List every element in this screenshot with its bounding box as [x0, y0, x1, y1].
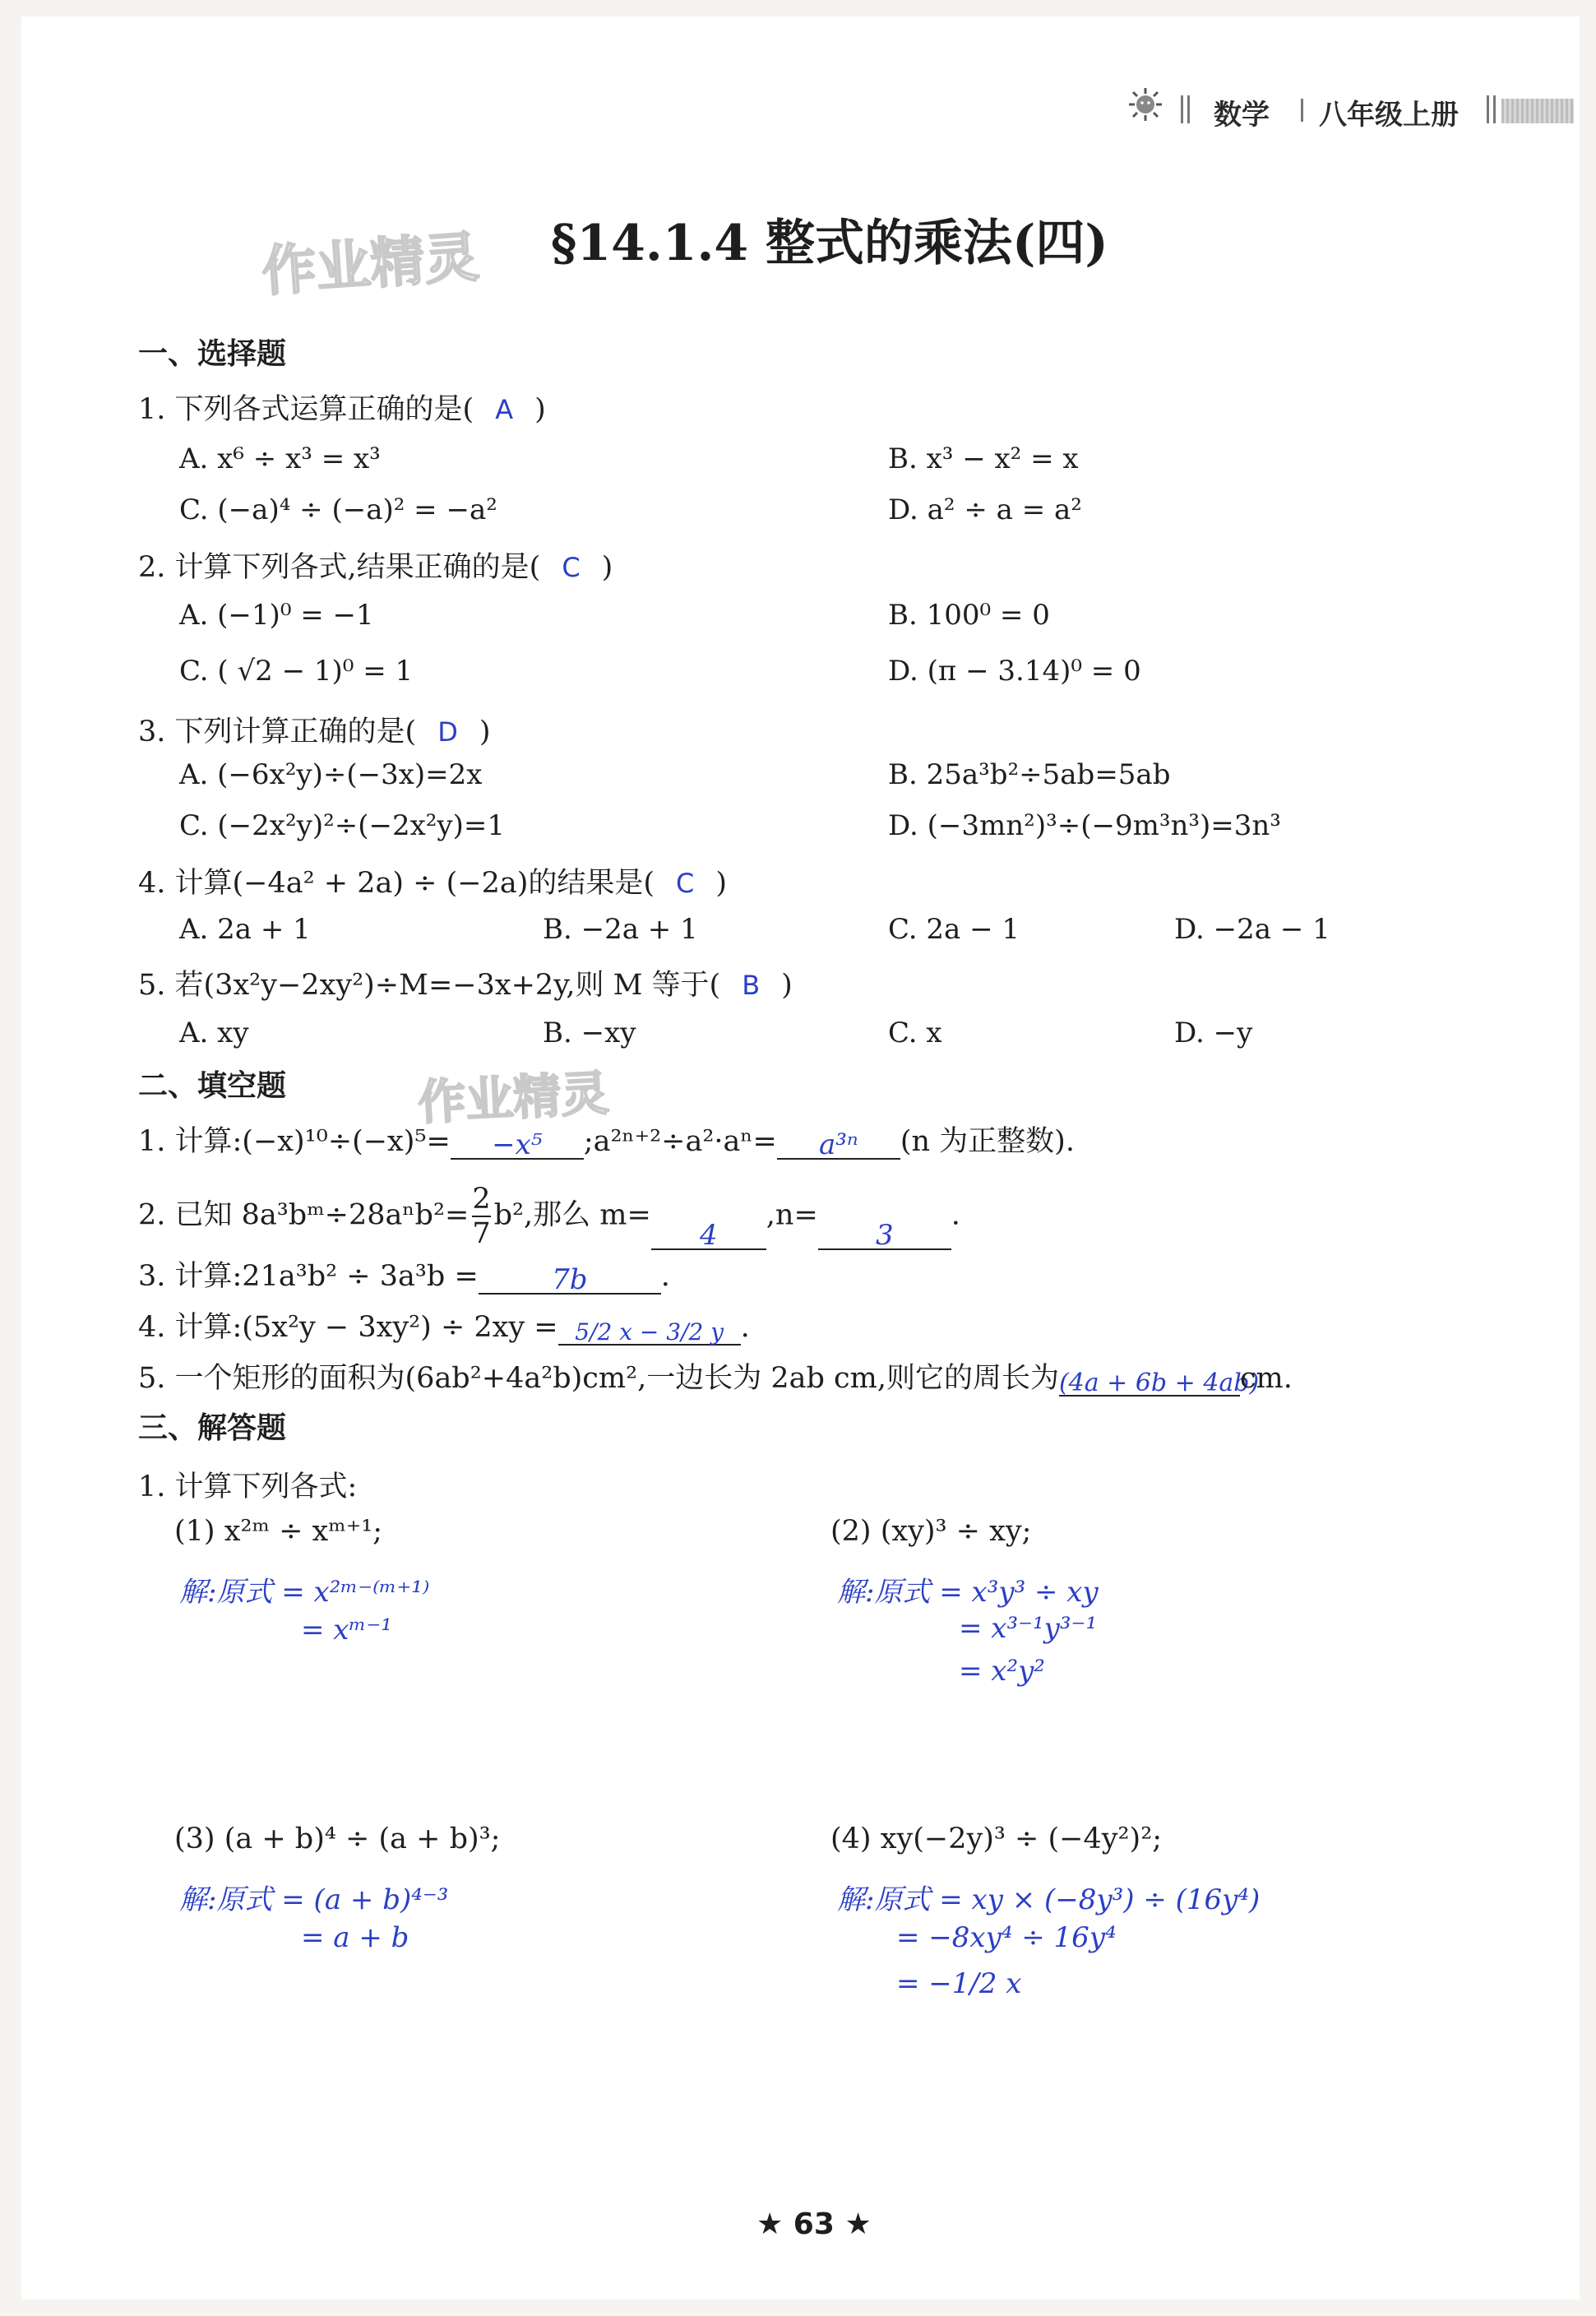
answer-handwritten: 3	[875, 1219, 894, 1252]
problem-1: (1) x²ᵐ ÷ xᵐ⁺¹;	[174, 1515, 383, 1548]
solution-line: 解:原式 = xy × (−8y³) ÷ (16y⁴)	[837, 1883, 1261, 1916]
fraction-numerator: 2	[472, 1183, 491, 1216]
answer-handwritten: −x⁵	[492, 1128, 543, 1161]
option-d: D. (−3mn²)³÷(−9m³n³)=3n³	[888, 809, 1281, 842]
question-2-stem: 2. 计算下列各式,结果正确的是( C )	[138, 551, 613, 584]
question-5-stem: 5. 若(3x²y−2xy²)÷M=−3x+2y,则 M 等于( B )	[138, 969, 793, 1002]
section-heading: 三、解答题	[138, 1411, 287, 1445]
question-3-stem: 3. 下列计算正确的是( D )	[138, 716, 491, 748]
solution-line: 解:原式 = x³y³ ÷ xy	[837, 1576, 1099, 1609]
answer-handwritten: (4a + 6b + 4ab)	[1058, 1369, 1260, 1397]
question-1-stem: 1. 下列各式运算正确的是( A )	[138, 393, 546, 426]
answer-mark: C	[562, 552, 581, 583]
section-heading: 一、选择题	[138, 337, 287, 371]
header-decoration	[1501, 99, 1574, 123]
solution-line: = x³⁻¹y³⁻¹	[959, 1612, 1098, 1645]
problem-3: (3) (a + b)⁴ ÷ (a + b)³;	[174, 1823, 501, 1855]
header-divider	[1181, 95, 1183, 123]
watermark: 作业精灵	[416, 1064, 610, 1132]
solution-line: = x²y²	[959, 1655, 1045, 1688]
option-d: D. a² ÷ a = a²	[888, 493, 1082, 526]
option-b: B. −2a + 1	[543, 913, 698, 946]
option-c: C. 2a − 1	[888, 913, 1020, 946]
watermark: 作业精灵	[260, 225, 481, 304]
page-title: §14.1.4 整式的乘法(四)	[551, 215, 1108, 272]
option-c: C. x	[888, 1017, 942, 1049]
sun-logo-icon	[1128, 87, 1163, 125]
option-a: A. x⁶ ÷ x³ = x³	[179, 442, 381, 475]
header-grade: 八年级上册	[1319, 99, 1459, 132]
problem-4: (4) xy(−2y)³ ÷ (−4y²)²;	[830, 1823, 1163, 1855]
option-d: D. −y	[1174, 1017, 1253, 1049]
page-number: ★ 63 ★	[756, 2207, 872, 2241]
option-c: C. (−a)⁴ ÷ (−a)² = −a²	[179, 493, 497, 526]
option-c: C. (−2x²y)²÷(−2x²y)=1	[179, 809, 505, 842]
header-subject: 数学	[1214, 99, 1270, 132]
fill-3: 3. 计算:21a³b² ÷ 3a³b = 7b .	[138, 1260, 670, 1296]
option-a: A. 2a + 1	[179, 913, 311, 946]
fraction-denominator: 7	[472, 1217, 491, 1250]
fill-2: 2. 已知 8a³bᵐ÷28aⁿb²= $\frac{2}{7}$ b²,那么 m=4,n=3.	[138, 1183, 960, 1252]
question-4-stem: 4. 计算(−4a² + 2a) ÷ (−2a)的结果是( C )	[138, 867, 728, 900]
solution-line: 解:原式 = (a + b)⁴⁻³	[179, 1883, 449, 1916]
answer-handwritten: a³ⁿ	[819, 1128, 858, 1161]
section-heading: 二、填空题	[138, 1069, 287, 1103]
option-b: B. 100⁰ = 0	[888, 599, 1050, 632]
solution-line: = a + b	[301, 1921, 409, 1954]
solve-intro: 1. 计算下列各式:	[138, 1471, 358, 1503]
option-b: B. x³ − x² = x	[888, 442, 1079, 475]
solution-line: = xᵐ⁻¹	[301, 1614, 392, 1647]
option-a: A. xy	[179, 1017, 249, 1049]
option-b: B. 25a³b²÷5ab=5ab	[888, 758, 1171, 791]
answer-handwritten: 4	[699, 1219, 718, 1252]
fill-4: 4. 计算:(5x²y − 3xy²) ÷ 2xy = 5/2 x − 3/2 y .	[138, 1311, 750, 1346]
option-b: B. −xy	[543, 1017, 636, 1049]
answer-mark: B	[742, 970, 761, 1001]
answer-mark: D	[437, 716, 458, 748]
option-c: C. ( √2 − 1)⁰ = 1	[179, 655, 414, 688]
answer-handwritten: 5/2 x − 3/2 y	[575, 1318, 724, 1346]
solution-line: = −8xy⁴ ÷ 16y⁴	[896, 1921, 1117, 1954]
option-d: D. −2a − 1	[1174, 913, 1330, 946]
option-a: A. (−6x²y)÷(−3x)=2x	[179, 758, 483, 791]
solution-line: 解:原式 = x²ᵐ⁻⁽ᵐ⁺¹⁾	[179, 1576, 430, 1609]
option-d: D. (π − 3.14)⁰ = 0	[888, 655, 1141, 688]
fill-1: 1. 计算:(−x)¹⁰÷(−x)⁵= −x⁵ ;a²ⁿ⁺²÷a²·aⁿ= a³ⁿ (n 为正整数).	[138, 1125, 1075, 1161]
answer-mark: A	[495, 394, 514, 425]
solution-line: = −1/2 x	[896, 1967, 1022, 2000]
answer-handwritten: 7b	[552, 1263, 588, 1296]
option-a: A. (−1)⁰ = −1	[179, 599, 374, 632]
answer-mark: C	[676, 868, 695, 899]
header-divider	[1187, 95, 1190, 123]
problem-2: (2) (xy)³ ÷ xy;	[830, 1515, 1032, 1548]
header-divider	[1493, 95, 1496, 123]
fill-5: 5. 一个矩形的面积为(6ab²+4a²b)cm²,一边长为 2ab cm,则它的周长为(4a + 6b + 4ab)cm.	[138, 1362, 1293, 1397]
header-divider	[1301, 99, 1303, 122]
header-divider	[1487, 95, 1489, 123]
